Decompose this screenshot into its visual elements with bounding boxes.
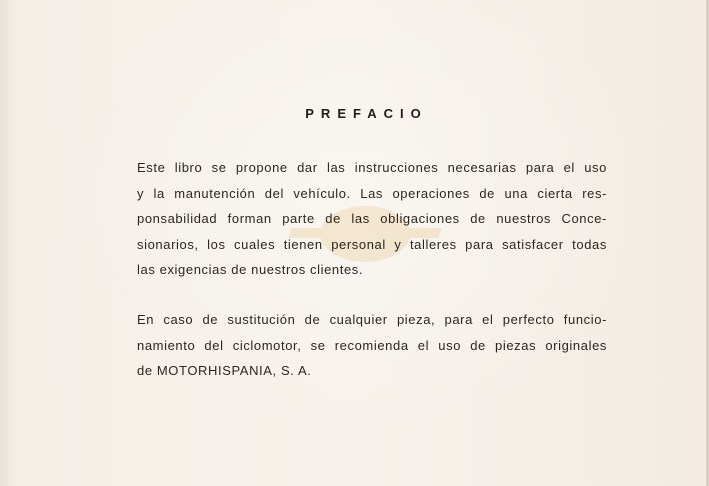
text-line: las exigencias de nuestros clientes. (137, 262, 364, 277)
text-line: En caso de sustitución de cualquier pieza, para el perfecto funcio- (137, 312, 607, 327)
text-line: ponsabilidad forman parte de las obligaciones de nuestros Conce- (137, 211, 607, 226)
text-line: namiento del ciclomotor, se recomienda el uso de piezas originales (137, 337, 607, 353)
paragraph-intro (137, 155, 607, 283)
text-line: Este libro se propone dar las instrucciones necesarias para el uso (137, 160, 607, 175)
text-line: y la manutención del vehículo. Las operaciones de una cierta res- (137, 185, 607, 201)
page-title: PREFACIO (305, 106, 428, 121)
text-line: sionarios, los cuales tienen personal y talleres para satisfacer todas (137, 236, 607, 252)
paragraph-parts (137, 307, 607, 384)
text-line: de MOTORHISPANIA, S. A. (137, 363, 312, 378)
